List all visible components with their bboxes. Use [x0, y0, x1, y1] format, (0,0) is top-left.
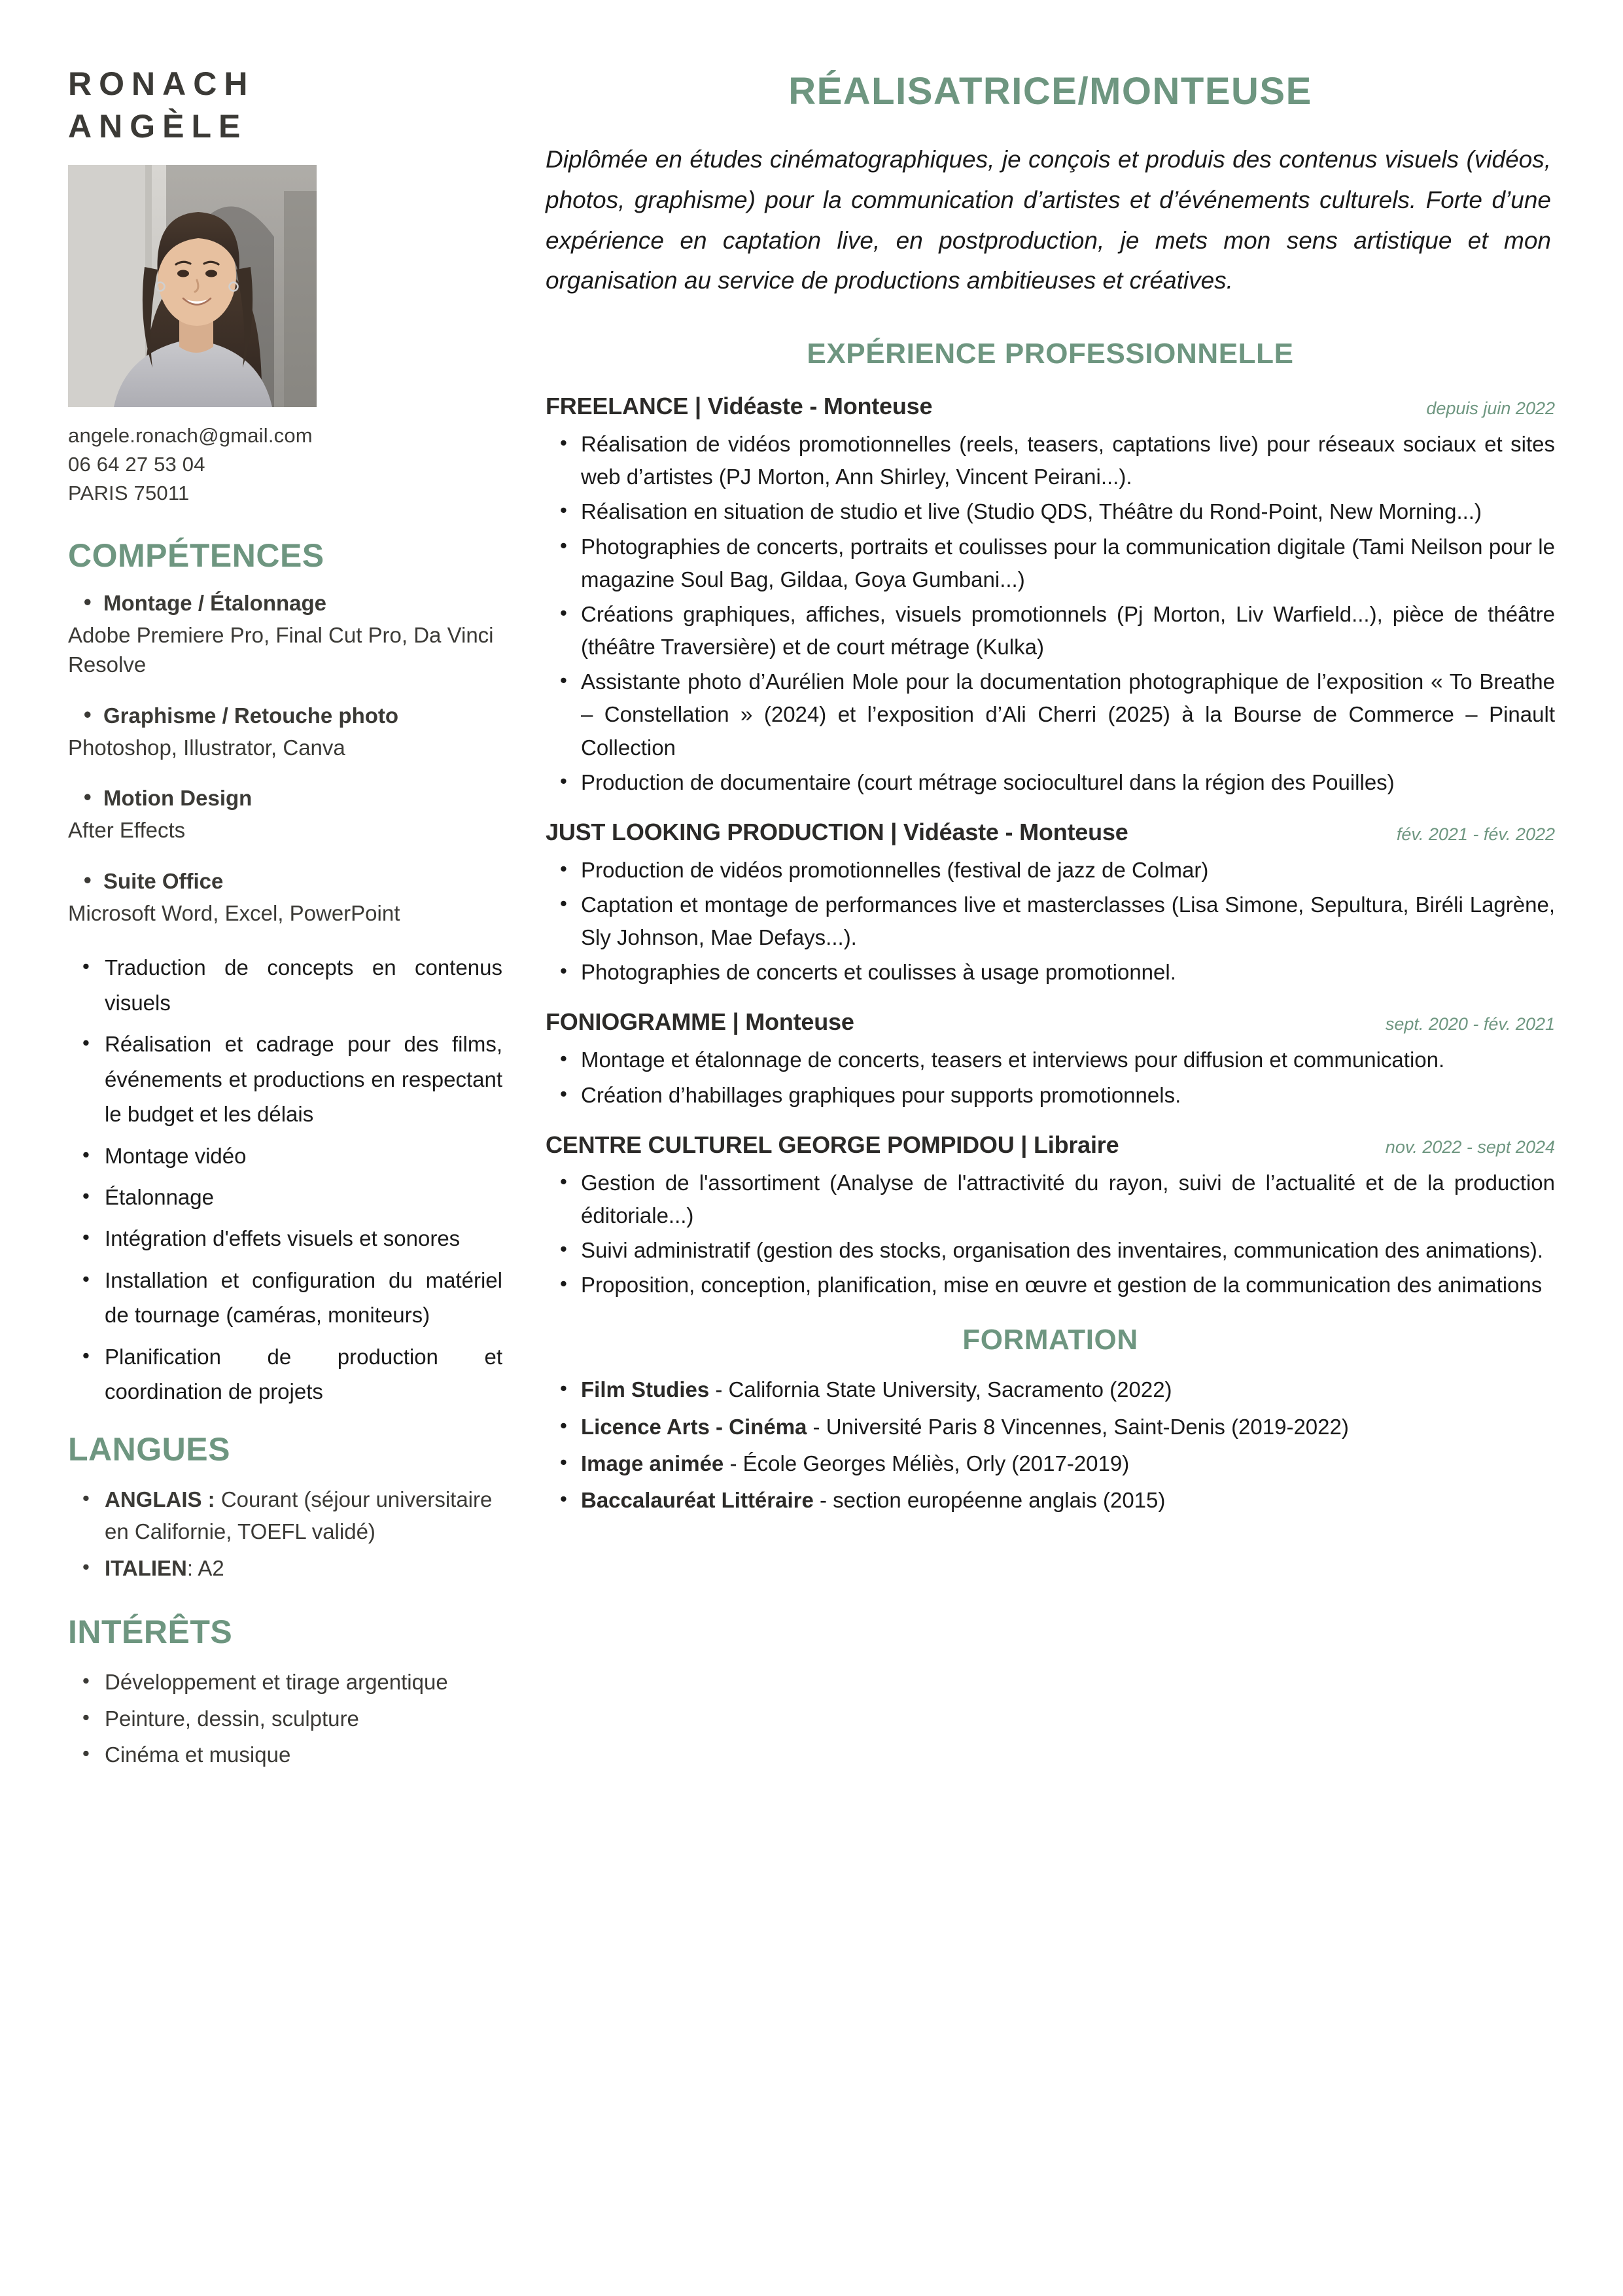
- education-degree: Baccalauréat Littéraire: [581, 1487, 814, 1512]
- experience-entry: [546, 819, 1555, 989]
- experience-date: sept. 2020 - fév. 2021: [1385, 1014, 1555, 1034]
- experience-organization: FONIOGRAMME | Monteuse: [546, 1008, 854, 1036]
- profile-summary: Diplômée en études cinématographiques, je conçois et produis des contenus visuels (vidéos, photos, graphisme) pour la communication d’artistes et d’événements culturels. Forte d’une expérience en captation live, en postproduction, je mets mon sens artistique et mon organisation au service de productions ambitieuses et créatives.: [546, 146, 1551, 294]
- skill-group-title: • Motion Design: [68, 785, 502, 813]
- skill-group: [68, 785, 502, 845]
- list-item: [68, 1552, 502, 1585]
- list-item: • Production de documentaire (court métrage socioculturel dans la région des Pouilles): [546, 766, 1555, 799]
- education-degree: Licence Arts - Cinéma: [581, 1414, 807, 1439]
- skill-bullet-list: [68, 950, 502, 1409]
- list-item: • Proposition, conception, planification, mise en œuvre et gestion de la communication des animations: [546, 1269, 1555, 1301]
- list-item: • Installation et configuration du matériel de tournage (caméras, moniteurs): [68, 1263, 502, 1333]
- experience-date: nov. 2022 - sept 2024: [1385, 1137, 1555, 1157]
- experience-entry: [546, 393, 1555, 799]
- list-item: [68, 1483, 502, 1548]
- languages-heading: LANGUES: [68, 1430, 230, 1468]
- education-detail: - École Georges Méliès, Orly (2017-2019): [724, 1451, 1130, 1475]
- experience-organization: FREELANCE | Vidéaste - Monteuse: [546, 393, 933, 420]
- education-degree: Image animée: [581, 1451, 724, 1475]
- experience-date: fév. 2021 - fév. 2022: [1396, 824, 1555, 844]
- language-name: ITALIEN: [105, 1555, 187, 1580]
- list-item: • Montage et étalonnage de concerts, teasers et interviews pour diffusion et communication.: [546, 1044, 1555, 1076]
- page-title: RÉALISATRICE/MONTEUSE: [788, 70, 1312, 113]
- experience-header: [546, 393, 1555, 420]
- list-item: • Réalisation en situation de studio et live (Studio QDS, Théâtre du Rond-Point, New Morning...): [546, 495, 1555, 528]
- education-detail: - Université Paris 8 Vincennes, Saint-Denis (2019-2022): [807, 1414, 1349, 1439]
- language-level: : A2: [186, 1555, 224, 1580]
- list-item: • Peinture, dessin, sculpture: [68, 1703, 502, 1735]
- list-item: • Traduction de concepts en contenus visuels: [68, 950, 502, 1020]
- experience-entry: [546, 1008, 1555, 1111]
- skill-group-tools: Microsoft Word, Excel, PowerPoint: [68, 900, 400, 925]
- list-item: [546, 1373, 1555, 1406]
- experience-bullets: [546, 854, 1555, 989]
- experience-header: [546, 1131, 1555, 1159]
- education-heading: FORMATION: [962, 1324, 1138, 1356]
- education-detail: - California State University, Sacramento (2022): [709, 1377, 1172, 1402]
- experience-organization: CENTRE CULTUREL GEORGE POMPIDOU | Libraire: [546, 1131, 1119, 1158]
- experience-bullets: [546, 1167, 1555, 1302]
- last-name: RONACH: [68, 65, 255, 102]
- experience-header: [546, 1008, 1555, 1036]
- sidebar: [68, 63, 526, 2257]
- skill-group-title: • Montage / Étalonnage: [68, 590, 502, 618]
- experience-entry: [546, 1131, 1555, 1302]
- language-level: Courant (séjour universitaire en Californie, TOEFL validé): [105, 1487, 493, 1544]
- education-list: [546, 1373, 1555, 1517]
- list-item: • Réalisation et cadrage pour des films, événements et productions en respectant le budget et les délais: [68, 1027, 502, 1131]
- experience-bullets: [546, 1044, 1555, 1111]
- skill-group-tools: After Effects: [68, 818, 186, 843]
- list-item: • Planification de production et coordination de projets: [68, 1339, 502, 1409]
- contact-info: [68, 421, 502, 508]
- portrait-photo: [68, 165, 317, 407]
- list-item: [546, 1484, 1555, 1517]
- list-item: • Étalonnage: [68, 1180, 502, 1214]
- experience-bullets: [546, 428, 1555, 799]
- main-content: [526, 63, 1555, 2257]
- list-item: • Cinéma et musique: [68, 1739, 502, 1771]
- skill-group: [68, 868, 502, 928]
- skill-group: [68, 702, 502, 762]
- list-item: • Réalisation de vidéos promotionnelles (reels, teasers, captations live) pour réseaux sociaux et sites web d’artistes (PJ Morton, Ann Shirley, Vincent Peirani...).: [546, 428, 1555, 493]
- skill-group-tools: Adobe Premiere Pro, Final Cut Pro, Da Vinci Resolve: [68, 622, 494, 677]
- skill-groups: [68, 590, 502, 928]
- skills-heading: COMPÉTENCES: [68, 537, 324, 574]
- candidate-name: [68, 63, 502, 148]
- contact-phone[interactable]: 06 64 27 53 04: [68, 453, 205, 476]
- language-name: ANGLAIS :: [105, 1487, 215, 1511]
- skill-group-title: • Suite Office: [68, 868, 502, 896]
- list-item: • Photographies de concerts, portraits et coulisses pour la communication digitale (Tami Neilson pour le magazine Soul Bag, Gildaa, Goya Gumbani...): [546, 531, 1555, 596]
- first-name: ANGÈLE: [68, 108, 248, 145]
- contact-location: PARIS 75011: [68, 482, 190, 505]
- list-item: • Assistante photo d’Aurélien Mole pour la documentation photographique de l’exposition « To Breathe – Constellation » (2024) et l’exposition d’Ali Cherri (2025) à la Bourse de Commerce – Pinault Collection: [546, 665, 1555, 764]
- skill-group-title: • Graphisme / Retouche photo: [68, 702, 502, 730]
- interests-heading: INTÉRÊTS: [68, 1614, 233, 1651]
- education-detail: - section européenne anglais (2015): [813, 1487, 1166, 1512]
- experience-header: [546, 819, 1555, 846]
- experience-heading: EXPÉRIENCE PROFESSIONNELLE: [807, 338, 1294, 370]
- list-item: • Créations graphiques, affiches, visuels promotionnels (Pj Morton, Liv Warfield...), pièce de théâtre (théâtre Traversière) et de court métrage (Kulka): [546, 598, 1555, 663]
- list-item: • Montage vidéo: [68, 1139, 502, 1173]
- list-item: [546, 1411, 1555, 1443]
- experience-organization: JUST LOOKING PRODUCTION | Vidéaste - Monteuse: [546, 818, 1128, 845]
- list-item: • Intégration d'effets visuels et sonores: [68, 1221, 502, 1256]
- list-item: • Création d’habillages graphiques pour supports promotionnels.: [546, 1079, 1555, 1112]
- list-item: • Production de vidéos promotionnelles (festival de jazz de Colmar): [546, 854, 1555, 887]
- list-item: • Suivi administratif (gestion des stocks, organisation des inventaires, communication des animations).: [546, 1234, 1555, 1267]
- list-item: • Photographies de concerts et coulisses à usage promotionnel.: [546, 956, 1555, 989]
- contact-email[interactable]: angele.ronach@gmail.com: [68, 424, 313, 447]
- interest-list: [68, 1666, 502, 1771]
- language-list: [68, 1483, 502, 1585]
- list-item: [546, 1447, 1555, 1480]
- portrait-illustration: [68, 165, 317, 407]
- list-item: • Gestion de l'assortiment (Analyse de l'attractivité du rayon, suivi de l’actualité et de la production éditoriale...): [546, 1167, 1555, 1232]
- experience-date: depuis juin 2022: [1426, 398, 1555, 419]
- education-degree: Film Studies: [581, 1377, 710, 1402]
- skill-group-tools: Photoshop, Illustrator, Canva: [68, 735, 345, 760]
- list-item: • Captation et montage de performances live et masterclasses (Lisa Simone, Sepultura, Biréli Lagrène, Sly Johnson, Mae Defays...).: [546, 889, 1555, 954]
- skill-group: [68, 590, 502, 680]
- list-item: • Développement et tirage argentique: [68, 1666, 502, 1699]
